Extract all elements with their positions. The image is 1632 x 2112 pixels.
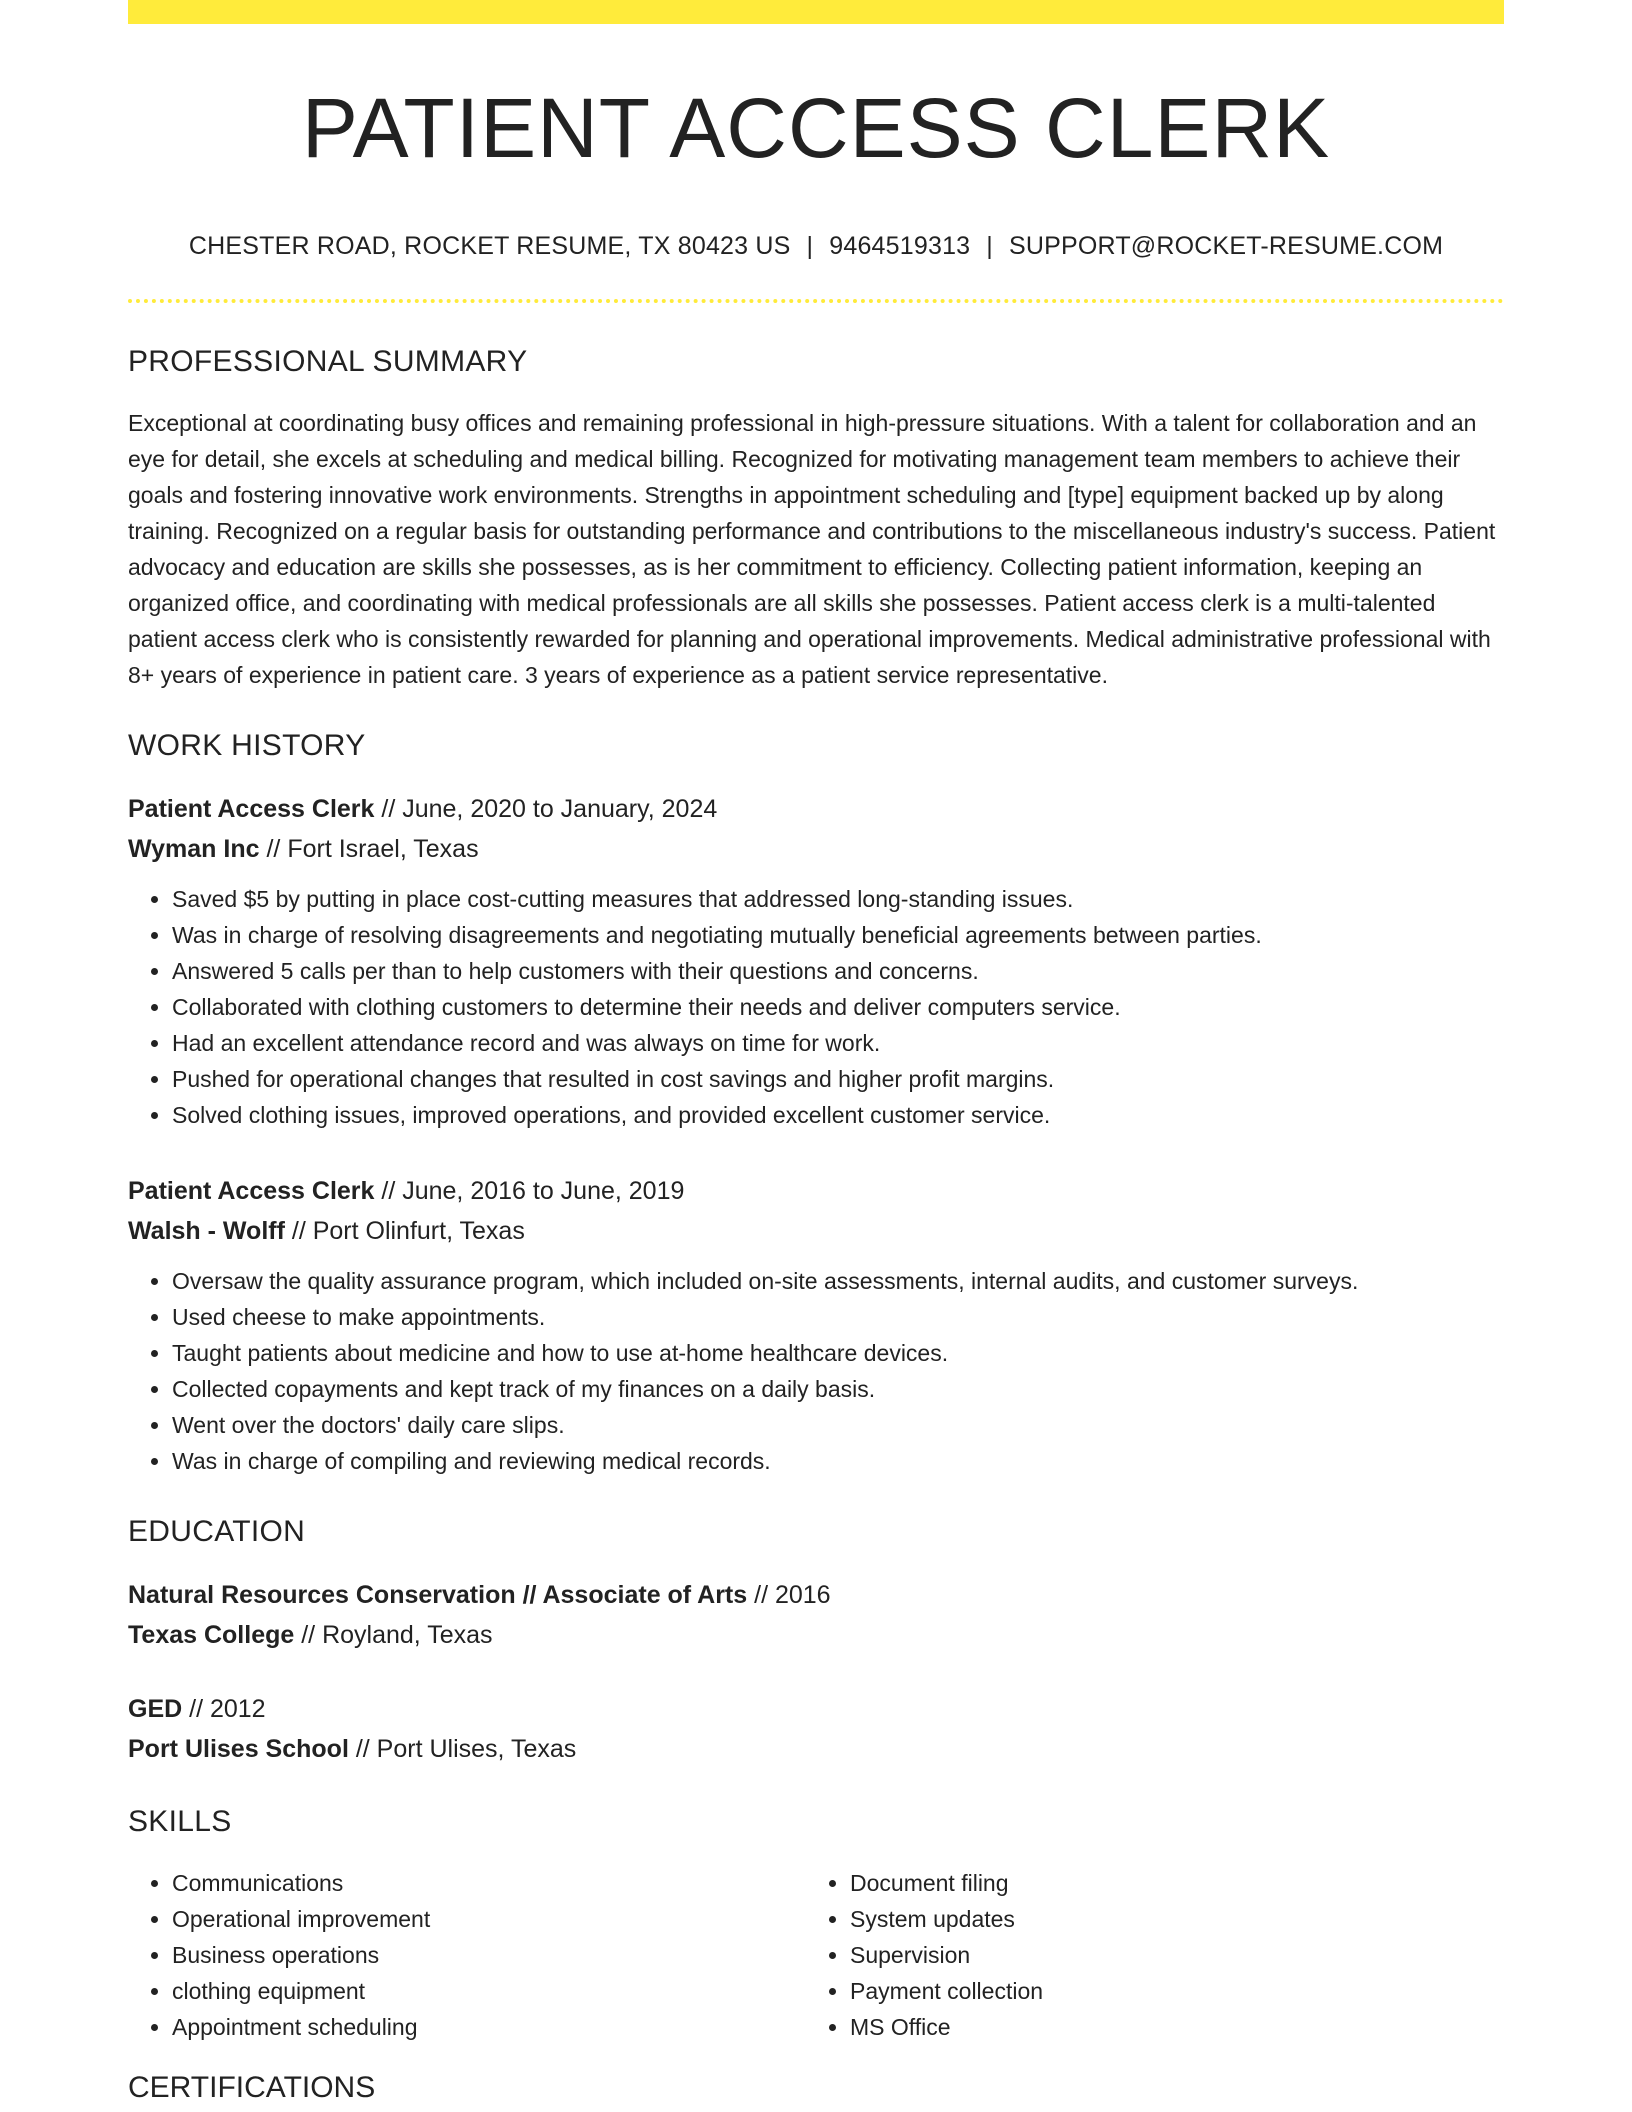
education-section [128, 1515, 1504, 1769]
skills-column-right [806, 1865, 1484, 2045]
edu-year: // 2012 [182, 1695, 266, 1724]
job-dates: // June, 2016 to June, 2019 [374, 1177, 685, 1206]
skill-item: • Supervision [850, 1937, 1484, 1973]
skill-item: • clothing equipment [172, 1973, 806, 2009]
skill-item: • Document filing [850, 1865, 1484, 1901]
skill-item: • Business operations [172, 1937, 806, 1973]
list-item: • Taught patients about medicine and how to use at-home healthcare devices. [172, 1335, 1504, 1371]
email: SUPPORT@ROCKET-RESUME.COM [1009, 232, 1444, 261]
contact-separator: | [806, 232, 814, 261]
job-location: // Port Olinfurt, Texas [284, 1217, 525, 1246]
accent-bar [128, 0, 1504, 24]
school: Texas College [128, 1621, 295, 1650]
job-bullets [128, 1263, 1504, 1479]
education-entry [128, 1689, 1504, 1769]
skills-section [128, 1805, 1504, 2105]
degree: Natural Resources Conservation // Associate of Arts [128, 1581, 748, 1610]
section-title: PROFESSIONAL SUMMARY [128, 345, 528, 379]
job-dates: // June, 2020 to January, 2024 [374, 795, 718, 824]
job-bullets [128, 881, 1504, 1133]
skill-item: • Payment collection [850, 1973, 1484, 2009]
list-item: • Was in charge of compiling and reviewing medical records. [172, 1443, 1504, 1479]
education-entry [128, 1575, 1504, 1655]
list-item: • Saved $5 by putting in place cost-cutting measures that addressed long-standing issues. [172, 881, 1504, 917]
contact-line [128, 232, 1504, 261]
phone: 9464519313 [829, 232, 971, 261]
section-title: SKILLS [128, 1805, 232, 1839]
skill-item: • Communications [172, 1865, 806, 1901]
job-company: Wyman Inc [128, 835, 260, 864]
list-item: • Collected copayments and kept track of my finances on a daily basis. [172, 1371, 1504, 1407]
dotted-divider [128, 299, 1504, 303]
job-role: Patient Access Clerk [128, 795, 375, 824]
job-location: // Fort Israel, Texas [259, 835, 479, 864]
list-item: • Collaborated with clothing customers to determine their needs and deliver computers service. [172, 989, 1504, 1025]
skill-item: • Operational improvement [172, 1901, 806, 1937]
edu-location: // Royland, Texas [294, 1621, 493, 1650]
candidate-title: PATIENT ACCESS CLERK [301, 81, 1331, 175]
job-entry [128, 789, 1504, 1133]
list-item: • Solved clothing issues, improved operations, and provided excellent customer service. [172, 1097, 1504, 1133]
job-company: Walsh - Wolff [128, 1217, 285, 1246]
list-item: • Had an excellent attendance record and was always on time for work. [172, 1025, 1504, 1061]
list-item: • Answered 5 calls per than to help customers with their questions and concerns. [172, 953, 1504, 989]
section-title: WORK HISTORY [128, 729, 366, 763]
summary-text: Exceptional at coordinating busy offices and remaining professional in high-pressure situations. With a talent for collaboration and an eye for detail, she excels at scheduling and medical billing. Recognized for motivating management team members to achieve their goals and fostering innovative work environments. Strengths in appointment scheduling and [type] equipment backed up by along training. Recognized on a regular basis for outstanding performance and contributions to the miscellaneous industry's success. Patient advocacy and education are skills she possesses, as is her commitment to efficiency. Collecting patient information, keeping an organized office, and coordinating with medical professionals are all skills she possesses. Patient access clerk is a multi-talented patient access clerk who is consistently rewarded for planning and operational improvements. Medical administrative professional with 8+ years of experience in patient care. 3 years of experience as a patient service representative. [128, 410, 1496, 689]
job-entry [128, 1171, 1504, 1479]
work-history-section [128, 729, 1504, 1479]
resume-page [128, 0, 1504, 2105]
address: CHESTER ROAD, ROCKET RESUME, TX 80423 US [188, 232, 791, 261]
job-role: Patient Access Clerk [128, 1177, 375, 1206]
degree: GED [128, 1695, 183, 1724]
skill-item: • System updates [850, 1901, 1484, 1937]
edu-year: // 2016 [747, 1581, 831, 1610]
section-title: EDUCATION [128, 1515, 306, 1549]
skills-grid [128, 1865, 1504, 2045]
list-item: • Oversaw the quality assurance program, which included on-site assessments, internal audits, and customer surveys. [172, 1263, 1504, 1299]
list-item: • Went over the doctors' daily care slips. [172, 1407, 1504, 1443]
section-title: CERTIFICATIONS [128, 2071, 376, 2105]
school: Port Ulises School [128, 1735, 349, 1764]
edu-location: // Port Ulises, Texas [348, 1735, 577, 1764]
skills-column-left [128, 1865, 806, 2045]
skill-item: • MS Office [850, 2009, 1484, 2045]
skill-item: • Appointment scheduling [172, 2009, 806, 2045]
list-item: • Was in charge of resolving disagreements and negotiating mutually beneficial agreements between parties. [172, 917, 1504, 953]
list-item: • Pushed for operational changes that resulted in cost savings and higher profit margins. [172, 1061, 1504, 1097]
contact-separator: | [986, 232, 993, 261]
summary-section [128, 345, 1504, 693]
list-item: • Used cheese to make appointments. [172, 1299, 1504, 1335]
